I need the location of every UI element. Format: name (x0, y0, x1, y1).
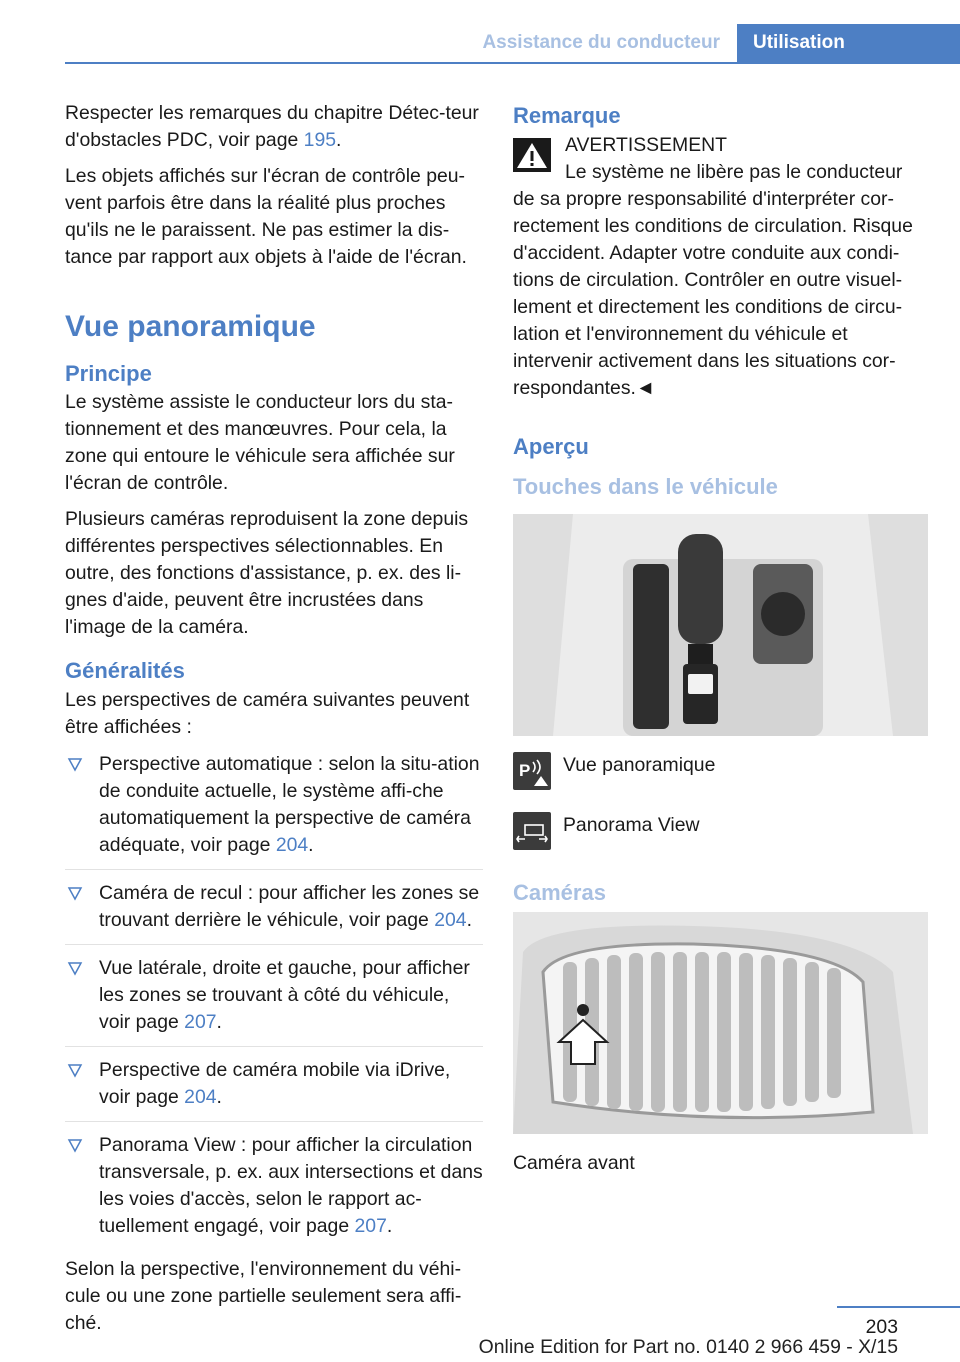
touches-heading: Touches dans le véhicule (513, 474, 778, 499)
warning-label: AVERTISSEMENT (565, 134, 727, 156)
intro-paragraph: Respecter les remarques du chapitre Détec-teur d'obstacles PDC, voir page 195. (65, 102, 479, 151)
image-caption: Caméra avant (513, 1152, 635, 1174)
triangle-bullet-icon (67, 1057, 83, 1084)
list-item: Panorama View : pour afficher la circulation transversale, p. ex. aux intersections et dans les voies d'accès, selon le rapport ac-tuellement engagé, voir page 207. (65, 1121, 483, 1250)
left-column (65, 100, 483, 1346)
triangle-bullet-icon (67, 880, 83, 907)
principe-paragraph-2: Plusieurs caméras reproduisent la zone depuis différentes perspectives sélectionnables. En outre, des fonctions d'assistance, p. ex. des li-gnes d'aide, peuvent être incrustées dans l'image de la caméra. (65, 508, 469, 638)
header-chapter-tab: Utilisation (737, 24, 960, 64)
principe-heading: Principe (65, 361, 152, 386)
list-item: Vue latérale, droite et gauche, pour afficher les zones se trouvant à côté du véhicule, voir page 207. (65, 944, 483, 1046)
section-heading: Vue panoramique (65, 310, 316, 343)
header-rule (65, 62, 960, 64)
principe-paragraph-1: Le système assiste le conducteur lors du sta-tionnement et des manœuvres. Pour cela, la zone qui entoure le véhicule sera affichée sur l'écran de contrôle. (65, 391, 455, 494)
list-item: Perspective automatique : selon la situ-ation de conduite actuelle, le système affi-che automatiquement la perspective de caméra adéquate, voir page 204. (65, 751, 483, 869)
page-link[interactable]: 204 (184, 1086, 217, 1108)
right-column (513, 100, 931, 1186)
closing-paragraph: Selon la perspective, l'environnement du véhi-cule ou une zone partielle seulement sera affi-ché. (65, 1258, 462, 1334)
page-number: 203 (865, 1316, 898, 1338)
edition-note: Online Edition for Part no. 0140 2 966 459 - X/15 (478, 1336, 898, 1358)
warning-text: de sa propre responsabilité d'interpréter cor-rectement les conditions de circulation. Risque d'accident. Adapter votre conduite aux condi-tions de circulation. Contrôler en outre visuel-lement et directement les conditions de circu-lation et l'environnement du véhicule et intervenir activement dans les situations cor-respondantes.◄ (513, 188, 913, 399)
svg-text:P: P (519, 761, 531, 780)
page-link[interactable]: 207 (354, 1215, 387, 1237)
grille-photo-icon (513, 912, 928, 1134)
warning-block (513, 132, 931, 402)
panoramic-view-key-icon (513, 752, 551, 790)
panorama-view-key-icon (513, 812, 551, 850)
objects-paragraph: Les objets affichés sur l'écran de contrôle peu-vent parfois être dans la réalité plus proches qu'ils ne le paraissent. Ne pas estimer la dis-tance par rapport aux objets à l'aide de l'écran. (65, 165, 467, 268)
page-link[interactable]: 204 (434, 909, 467, 931)
page-link[interactable]: 195 (303, 129, 337, 151)
page-link[interactable]: 207 (184, 1011, 217, 1033)
generalites-heading: Généralités (65, 658, 185, 683)
triangle-bullet-icon (67, 955, 83, 982)
page-link[interactable]: 204 (275, 834, 309, 856)
header-section-title: Assistance du conducteur (482, 32, 720, 53)
list-item: Caméra de recul : pour afficher les zones se trouvant derrière le véhicule, voir page 204. (65, 869, 483, 944)
console-photo-icon (513, 514, 928, 736)
remark-heading: Remarque (513, 103, 621, 128)
panoramic-key-label: Vue panoramique (563, 754, 716, 776)
panoramic-key-row (513, 752, 931, 812)
warning-triangle-icon (513, 138, 551, 172)
panorama-view-key-label: Panorama View (563, 814, 700, 836)
triangle-bullet-icon (67, 1132, 83, 1159)
panorama-view-key-row (513, 812, 931, 872)
generalites-paragraph: Les perspectives de caméra suivantes peuvent être affichées : (65, 689, 470, 738)
list-item: Perspective de caméra mobile via iDrive, voir page 204. (65, 1046, 483, 1121)
footer-rule (837, 1306, 960, 1308)
perspective-list (65, 751, 483, 1250)
apercu-heading: Aperçu (513, 434, 589, 459)
cameras-heading: Caméras (513, 880, 606, 905)
triangle-bullet-icon (67, 751, 83, 778)
warning-first-line: Le système ne libère pas le conducteur (565, 161, 903, 183)
